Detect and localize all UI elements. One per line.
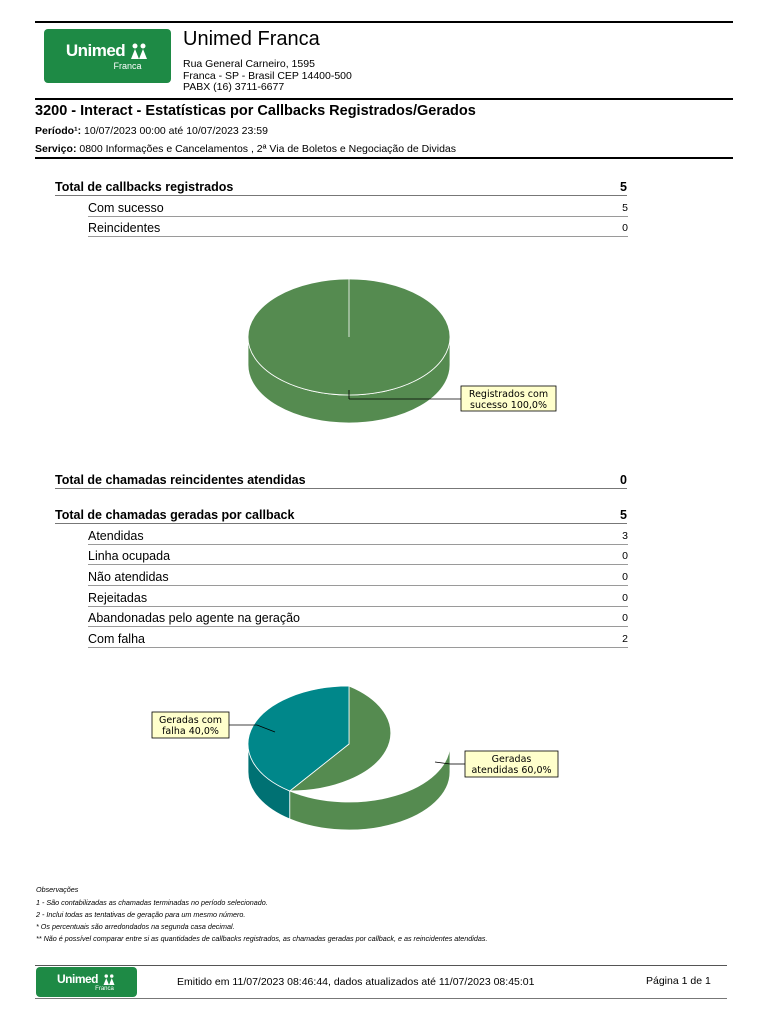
report-title: 3200 - Interact - Estatísticas por Callbacks Registrados/Gerados [35,103,476,119]
generated-unanswered-row [88,567,628,586]
generated-rejected-value: 0 [622,592,628,604]
generated-rejected-row [88,588,628,607]
total-repeat-answered-label: Total de chamadas reincidentes atendidas [55,473,306,487]
logo-subtitle: Franca [113,61,142,71]
top-rule [35,21,733,23]
total-callbacks-label: Total de callbacks registrados [55,180,234,194]
company-name: Unimed Franca [183,28,320,50]
footer-logo [36,967,137,997]
callbacks-pie-chart [240,270,570,430]
service-value: 0800 Informações e Cancelamentos , 2ª Via de Boletos e Negociação de Dividas [79,143,457,155]
notes-heading: Observações [36,885,79,894]
footer-logo-people-icon [102,974,116,985]
logo-people-icon [129,43,149,59]
footer-logo-subtitle: Franca [95,986,114,992]
generated-answered-label: Atendidas [88,529,144,543]
footer-logo-text: Unimed [56,972,98,986]
generated-answered-row [88,526,628,545]
generated-abandoned-value: 0 [622,612,628,624]
service-label: Serviço: [35,143,77,155]
note-line-3: * Os percentuais são arredondados na segunda casa decimal. [36,922,235,931]
report-service [35,143,456,155]
total-repeat-answered-row [55,470,627,489]
generated-failed-value: 2 [622,633,628,645]
callbacks-repeat-row [88,218,628,237]
note-line-4: ** Não é possível comparar entre si as quantidades de callbacks registrados, as chamadas geradas por callback, e as reincidentes atendidas. [36,934,488,943]
generated-rejected-label: Rejeitadas [88,591,148,605]
footer-rule [35,965,727,966]
generated-failed-row [88,629,628,648]
total-repeat-answered-value: 0 [620,473,627,487]
generated-unanswered-label: Não atendidas [88,570,169,584]
total-generated-value: 5 [620,508,627,522]
pie1-callout-line2: sucesso 100,0% [470,400,547,411]
callbacks-success-value: 5 [622,202,628,214]
footer-page-number: Página 1 de 1 [646,975,711,987]
logo-text: Unimed [65,41,126,60]
generated-busy-label: Linha ocupada [88,549,171,563]
total-generated-row [55,505,627,524]
generated-abandoned-label: Abandonadas pelo agente na geração [88,611,300,625]
generated-busy-value: 0 [622,550,628,562]
generated-answered-value: 3 [622,530,628,542]
total-generated-label: Total de chamadas geradas por callback [55,508,295,522]
period-label: Período¹: [35,125,82,137]
address-line-1: Rua General Carneiro, 1595 [183,58,315,70]
address-line-2: Franca - SP - Brasil CEP 14400-500 [183,69,352,82]
pie2-callout-atendidas-line1: Geradas [491,754,532,765]
pie2-callout-falha-line1: Geradas com [158,715,223,726]
footer-emitted: Emitido em 11/07/2023 08:46:44, dados atualizados até 11/07/2023 08:45:01 [177,976,535,988]
callbacks-repeat-value: 0 [622,222,628,234]
generated-busy-row [88,546,628,565]
callbacks-success-row [88,198,628,217]
callbacks-success-label: Com sucesso [88,201,164,215]
title-rule [35,157,733,159]
footer-bottom-rule [35,998,727,999]
note-line-2: 2 - Inclui todas as tentativas de geração para um mesmo número. [36,910,246,919]
generated-abandoned-row [88,608,628,627]
total-callbacks-value: 5 [620,180,627,194]
report-period [35,125,268,137]
total-callbacks-row [55,177,627,196]
pie1-callout-line1: Registrados com [468,389,549,400]
pie2-callout-atendidas-line2: atendidas 60,0% [471,765,552,776]
callbacks-repeat-label: Reincidentes [88,221,161,235]
period-value: 10/07/2023 00:00 até 10/07/2023 23:59 [84,125,268,137]
generated-pie-chart [145,680,565,840]
generated-failed-label: Com falha [88,632,145,646]
note-line-1: 1 - São contabilizadas as chamadas terminadas no período selecionado. [36,898,268,907]
generated-unanswered-value: 0 [622,571,628,583]
address-line-3: PABX (16) 3711-6677 [183,81,285,93]
pie2-callout-falha-line2: falha 40,0% [162,726,219,737]
header-rule [35,98,733,100]
company-logo [44,29,171,83]
